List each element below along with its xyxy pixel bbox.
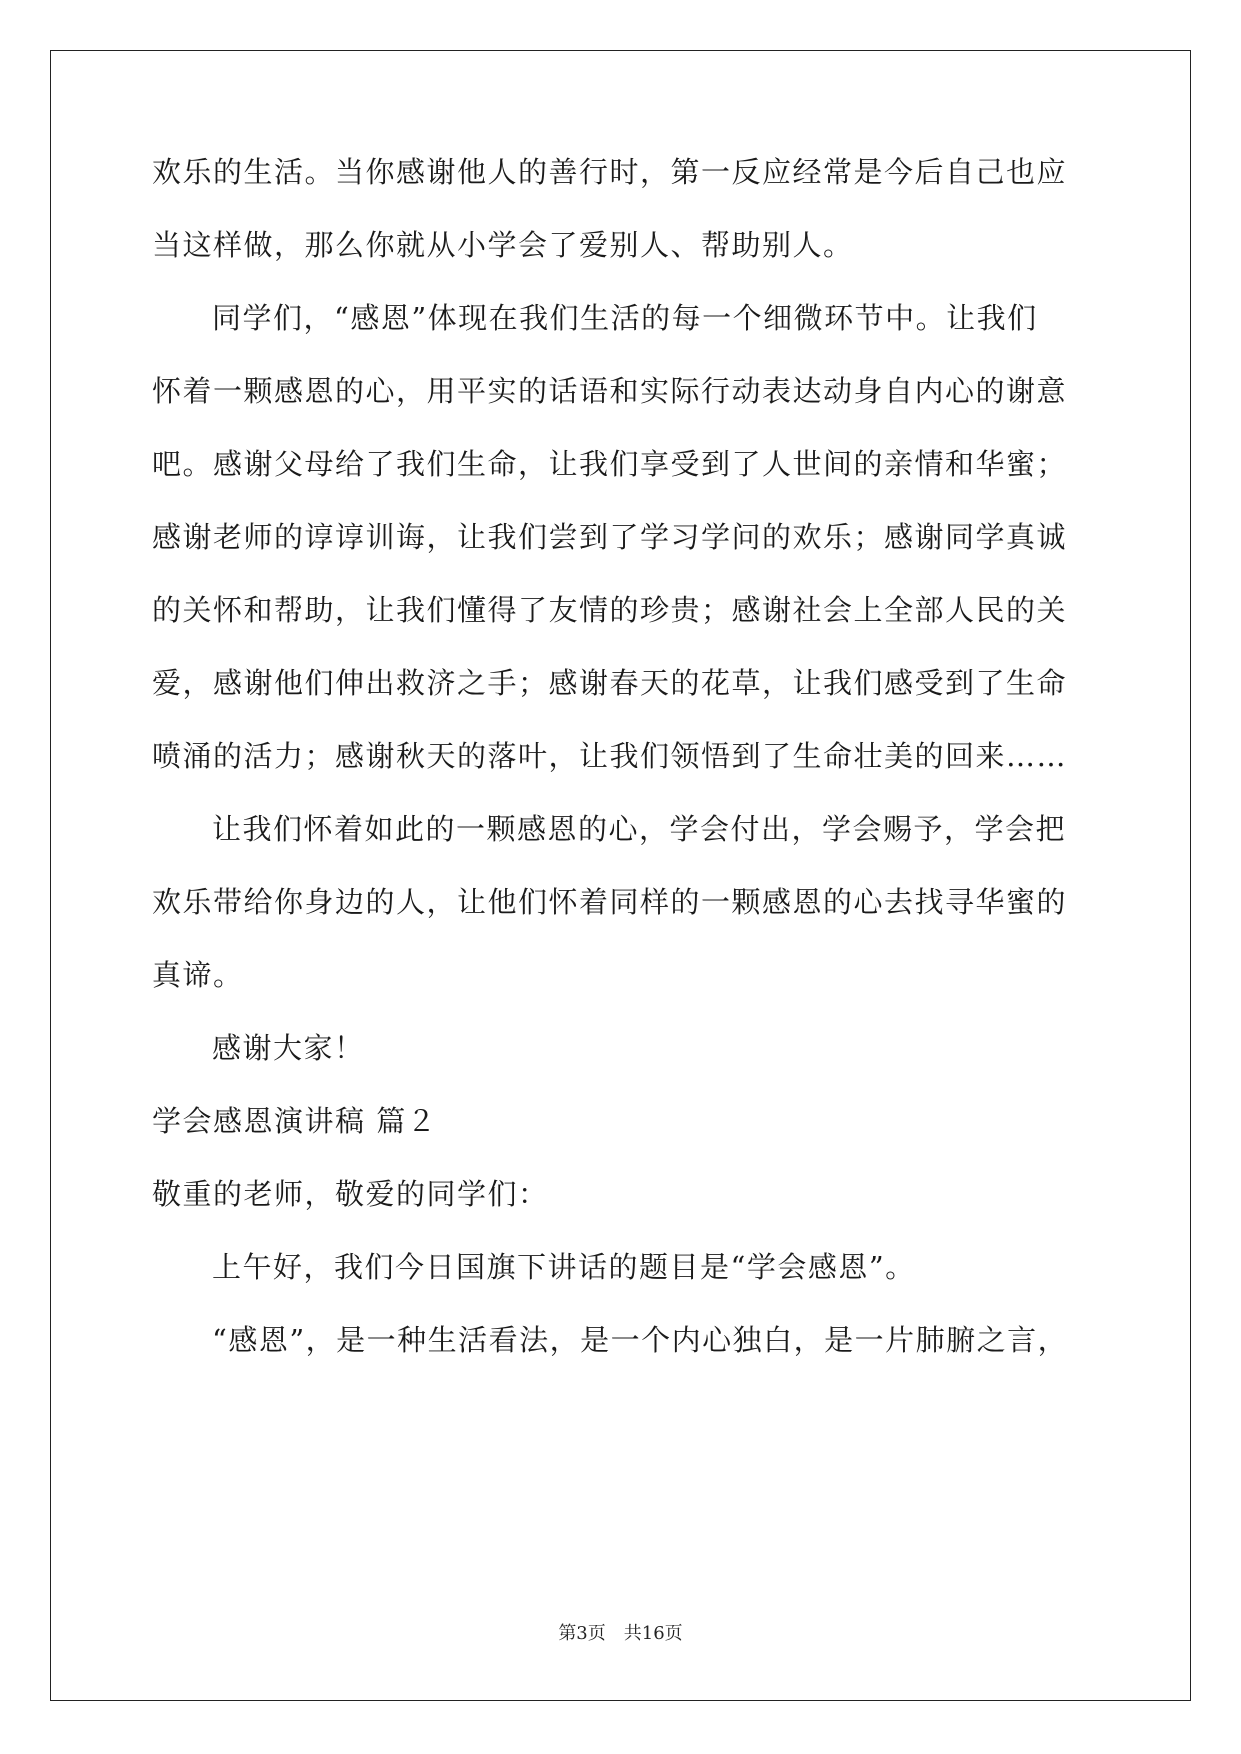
body-line: 上午好，我们今日国旗下讲话的题目是“学会感恩”。	[212, 1250, 916, 1284]
body-line: 同学们，“感恩”体现在我们生活的每一个细微环节中。让我们	[212, 301, 1038, 335]
closing-line: 感谢大家！	[212, 1031, 365, 1065]
body-line: “感恩”，是一种生活看法，是一个内心独白，是一片肺腑之言，	[212, 1323, 1069, 1357]
body-line: 感谢老师的谆谆训诲，让我们尝到了学习学问的欢乐；感谢同学真诚	[152, 520, 1068, 554]
body-line: 真谛。	[152, 958, 244, 992]
page-footer: 第3页 共16页	[558, 1623, 683, 1644]
body-line: 怀着一颗感恩的心，用平实的话语和实际行动表达动身自内心的谢意	[152, 374, 1068, 408]
body-line: 让我们怀着如此的一颗感恩的心，学会付出，学会赐予，学会把	[212, 812, 1067, 846]
section-heading: 学会感恩演讲稿 篇２	[152, 1104, 438, 1138]
salutation: 敬重的老师，敬爱的同学们：	[152, 1177, 549, 1211]
body-line: 当这样做，那么你就从小学会了爱别人、帮助别人。	[152, 228, 854, 262]
body-line: 喷涌的活力；感谢秋天的落叶，让我们领悟到了生命壮美的回来……	[152, 739, 1068, 773]
body-line: 欢乐的生活。当你感谢他人的善行时，第一反应经常是今后自己也应	[152, 155, 1068, 189]
body-line: 吧。感谢父母给了我们生命，让我们享受到了人世间的亲情和华蜜；	[152, 447, 1068, 481]
body-line: 的关怀和帮助，让我们懂得了友情的珍贵；感谢社会上全部人民的关	[152, 593, 1068, 627]
body-line: 欢乐带给你身边的人，让他们怀着同样的一颗感恩的心去找寻华蜜的	[152, 885, 1068, 919]
body-line: 爱，感谢他们伸出救济之手；感谢春天的花草，让我们感受到了生命	[152, 666, 1068, 700]
